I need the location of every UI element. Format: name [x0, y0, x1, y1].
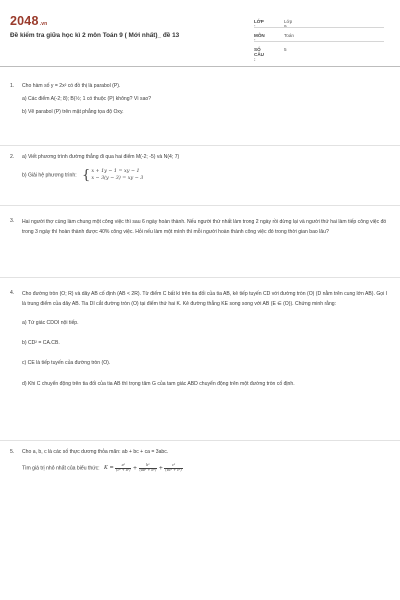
question-text: Hai người thợ cùng làm chung một công việc thì sau 6 ngày hoàn thành. Nếu người thứ nhất làm trong 2 ngày rồi dừng lại và người thứ hai làm tiếp công việc đó trong 3 ngày thì hoàn thành được 40% công việc. Hỏi nếu làm một mình thì mỗi người hoàn thành công việc đó trong thời gian bao lâu?: [22, 219, 387, 235]
question-divider: [0, 205, 400, 206]
question-text: Cho đường tròn (O; R) và dây AB cố định (AB < 2R). Từ điểm C bất kì trên tia đối của tia AB, kẻ tiếp tuyến CD với đường tròn (O) (D nằm trên cung lớn AB). Gọi I là trung điểm của dây AB. Tia DI cắt đường tròn (O) tại điểm thứ hai K. Kẻ đường thẳng KE song song với AB (E ∈ (O)). Chứng minh rằng:: [22, 291, 388, 307]
fraction-term: $\frac{\text{c²}}{\text{(bc² + c²)}}$: [165, 463, 182, 472]
page-header: [0, 0, 400, 66]
question-part-b: [22, 168, 390, 182]
question-text: Cho a, b, c là các số thực dương thỏa mãn: ab + bc + ca = 3abc.: [22, 449, 169, 455]
logo-main: 2048: [10, 14, 39, 28]
meta-label: LỚP :: [254, 19, 264, 29]
meta-value: Lớp 9: [284, 19, 293, 29]
meta-divider: [254, 41, 384, 42]
logo-suffix: .vn: [39, 21, 48, 27]
question-expression-line: Tìm giá trị nhỏ nhất của biểu thức: K = $\frac{\text{a²}}{\text{(c² + a²)}}$ + $\frac{\text{b²}}{\text{(ab² + b²)}}$ + $\frac{\text{c²}}{\text{(bc² + c²)}}$: [22, 463, 182, 472]
question-part-c: c) CE là tiếp tuyến của đường tròn (O).: [22, 360, 111, 366]
equation-line: x + 1y − 1 = xy − 1: [91, 169, 140, 174]
fraction-term: $\frac{\text{b²}}{\text{(ab² + b²)}}$: [139, 463, 157, 472]
question-number: 3.: [10, 218, 15, 224]
fraction-term: $\frac{\text{a²}}{\text{(c² + a²)}}$: [116, 463, 131, 472]
header-divider: [0, 66, 400, 67]
brace-icon: {: [82, 167, 91, 183]
question-number: 2.: [10, 154, 15, 160]
meta-value: Toán: [284, 33, 294, 38]
question-part-b: b) Vẽ parabol (P) trên mặt phẳng tọa độ Oxy.: [22, 109, 124, 115]
question-part-d: d) Khi C chuyển động trên tia đối của tia AB thì trọng tâm G của tam giác ABD chuyển động trên một đường tròn cố định.: [22, 381, 295, 387]
expression-prompt: Tìm giá trị nhỏ nhất của biểu thức:: [22, 465, 100, 472]
equation-system: [82, 168, 143, 182]
expression-lhs: K =: [104, 465, 114, 472]
question-text: Cho hàm số y = 2x² có đồ thị là parabol (P).: [22, 83, 121, 89]
part-b-label: b) Giải hệ phương trình:: [22, 172, 77, 179]
question-part-a: a) Các điểm A(-2; 8); B(½; 1 có thuộc (P) không? Vì sao?: [22, 96, 152, 102]
meta-label: SỐ CÂU :: [254, 47, 264, 62]
question-number: 4.: [10, 290, 15, 296]
question-part-b: b) CD² = CA.CB.: [22, 340, 60, 346]
question-number: 1.: [10, 83, 15, 89]
meta-value: 5: [284, 47, 287, 52]
site-logo[interactable]: [10, 14, 47, 28]
meta-divider: [254, 27, 384, 28]
question-divider: [0, 145, 400, 146]
question-part-a: a) Viết phương trình đường thẳng đi qua hai điểm M(-2; -5) và N(4; 7): [22, 154, 180, 160]
meta-label: MÔN :: [254, 33, 265, 43]
document-title: Đề kiểm tra giữa học kì 2 môn Toán 9 ( Mới nhất)_ đề 13: [10, 32, 180, 39]
question-divider: [0, 440, 400, 441]
equation-line: x − 3(y − 3) = xy − 3: [91, 176, 144, 181]
question-part-a: a) Tứ giác CDOI nội tiếp.: [22, 320, 79, 326]
question-divider: [0, 277, 400, 278]
question-number: 5.: [10, 449, 15, 455]
